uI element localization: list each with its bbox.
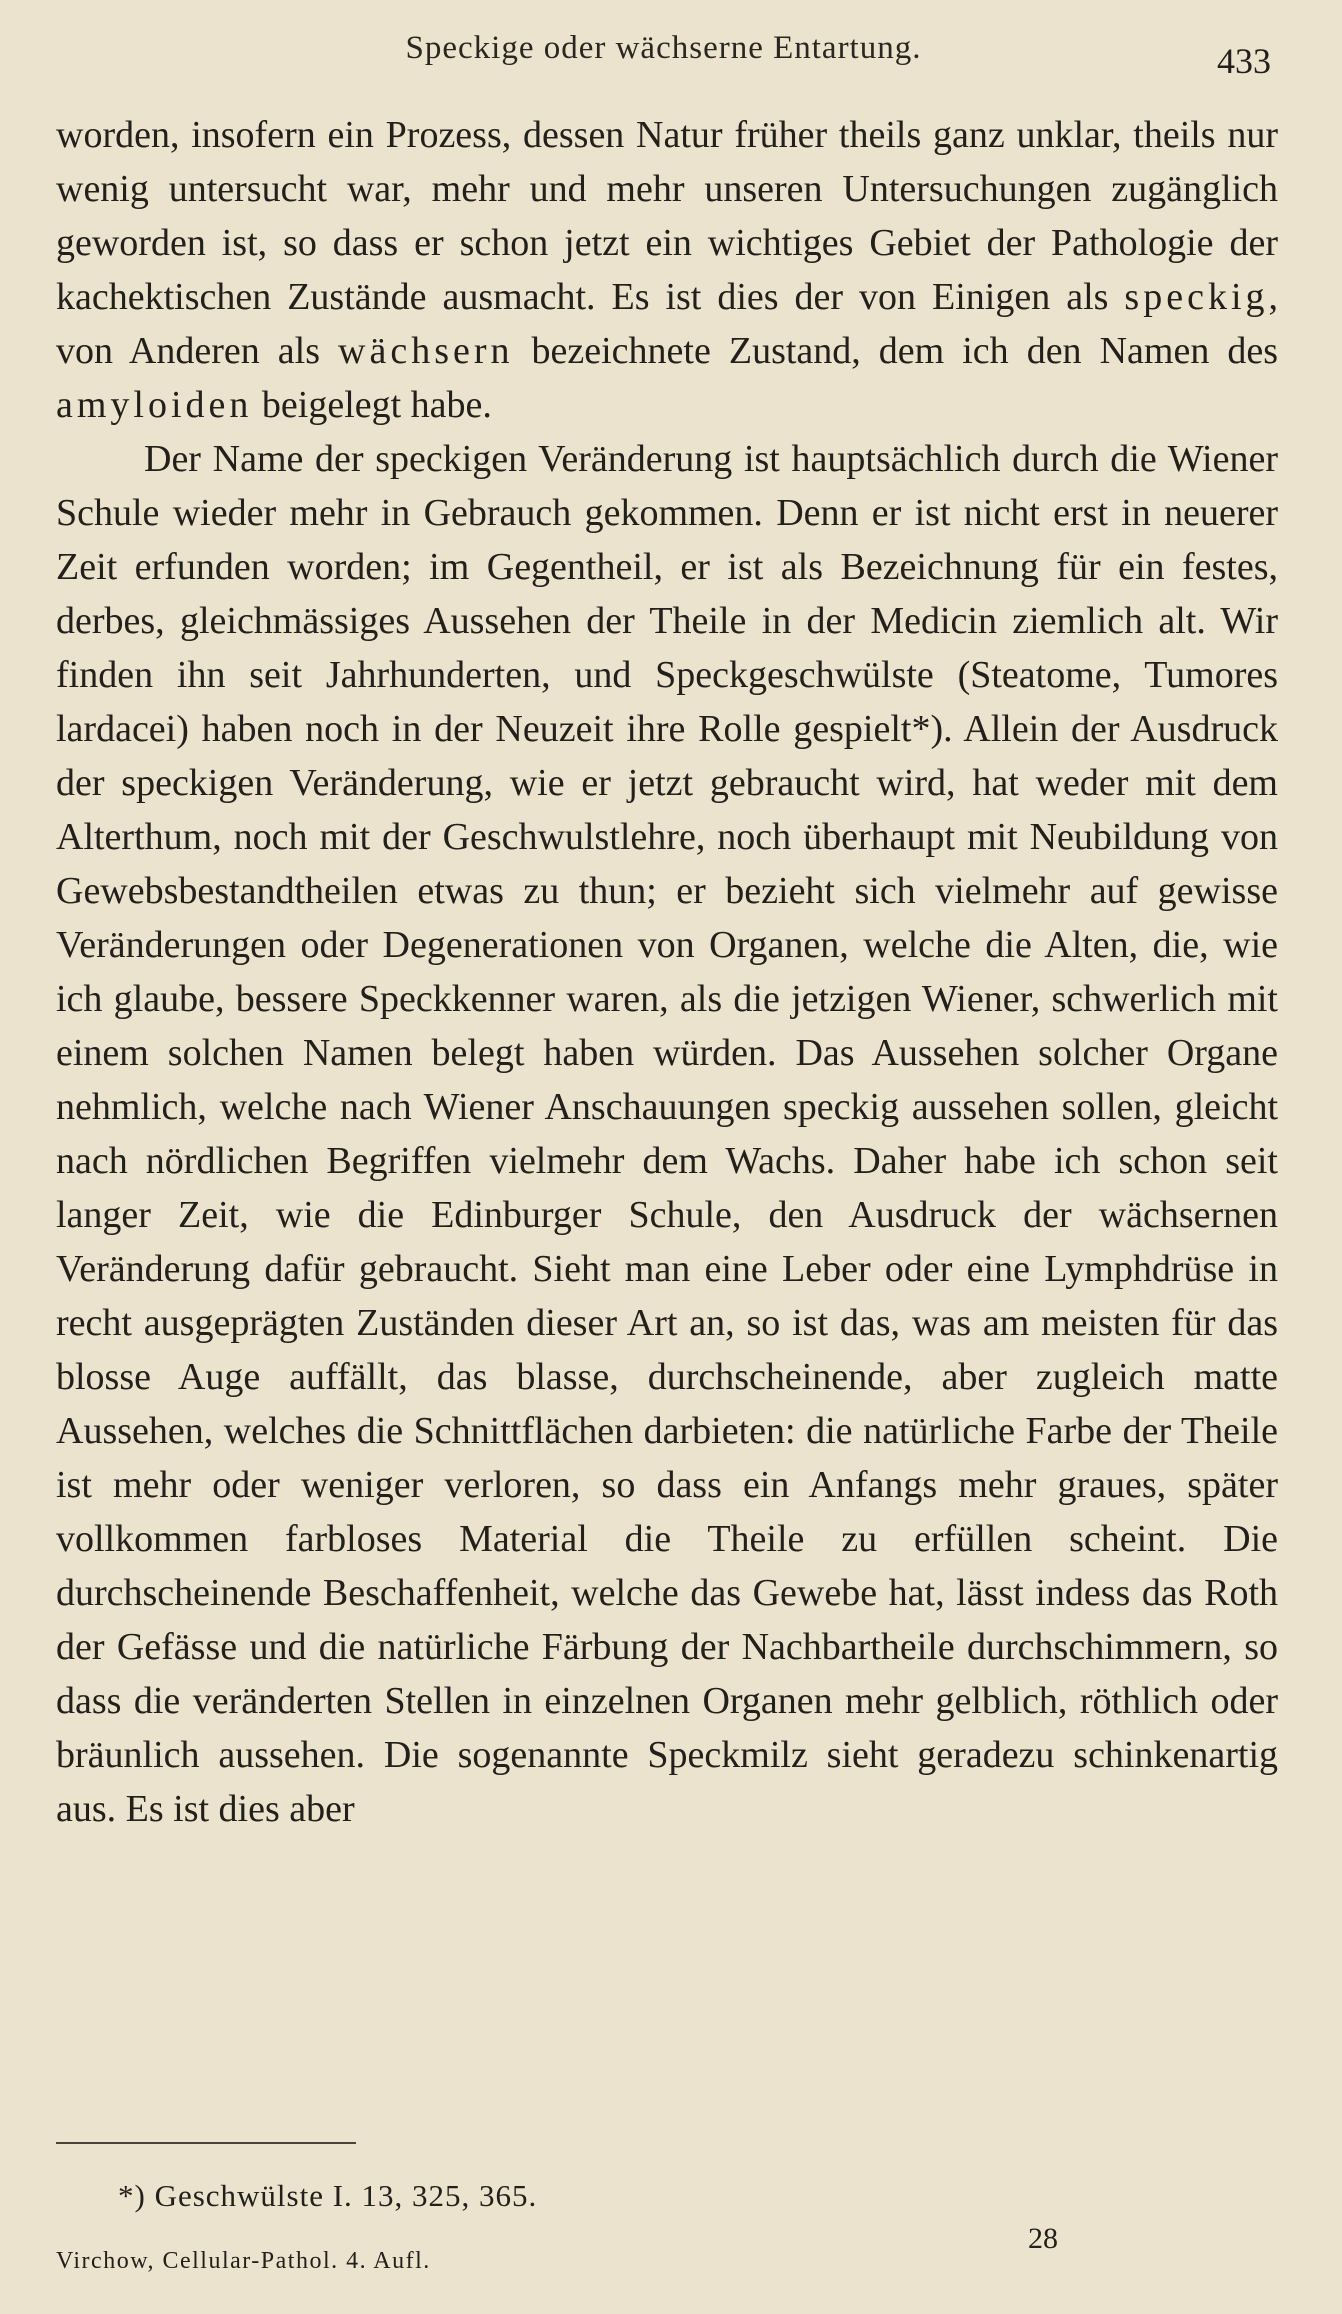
printer-signature: Virchow, Cellular-Pathol. 4. Aufl. xyxy=(56,2248,431,2274)
running-head-title: Speckige oder wächserne Entartung. xyxy=(405,30,922,66)
paragraph-2-text: Der Name der speckigen Veränderung ist hauptsächlich durch die Wiener Schule wieder mehr in Gebrauch gekommen. Denn er ist nicht erst in neuerer Zeit erfunden worden; im Gegentheil, er ist als Bezeichnung für ein festes, derbes, gleichmässiges Aussehen der Theile in der Medicin ziemlich alt. Wir finden ihn seit Jahrhunderten, und Speckgeschwülste (Steatome, Tumores lardacei) haben noch in der Neuzeit ihre Rolle gespielt*). Allein der Ausdruck der speckigen Veränderung, wie er jetzt gebraucht wird, hat weder mit dem Alterthum, noch mit der Geschwulstlehre, noch überhaupt mit Neubildung von Gewebsbestandtheilen etwas zu thun; er bezieht sich vielmehr auf gewisse Veränderungen oder Degenerationen von Organen, welche die Alten, die, wie ich glaube, bessere Speckkenner waren, als die jetzigen Wiener, schwerlich mit einem solchen Namen belegt haben würden. Das Aussehen solcher Organe nehmlich, welche nach Wiener Anschauungen speckig aussehen sollen, gleicht nach nördlichen Begriffen vielmehr dem Wachs. Daher habe ich schon seit langer Zeit, wie die Edinburger Schule, den Ausdruck der wächsernen Veränderung dafür gebraucht. Sieht man eine Leber oder eine Lymphdrüse in recht ausgeprägten Zuständen dieser Art an, so ist das, was am meisten für das blosse Auge auffällt, das blasse, durchscheinende, aber zugleich matte Aussehen, welches die Schnittflächen darbieten: die natürliche Farbe der Theile ist mehr oder weniger verloren, so dass ein Anfangs mehr graues, später vollkommen farbloses Material die Theile zu erfüllen scheint. Die durchscheinende Beschaffenheit, welche das Gewebe hat, lässt indess das Roth der Gefässe und die natürliche Färbung der Nachbartheile durchschimmern, so dass die veränderten Stellen in einzelnen Organen mehr gelblich, röthlich oder bräunlich aussehen. Die sogenannte Speckmilz sieht geradezu schinkenartig aus. Es ist dies aber xyxy=(56,438,1278,1830)
running-head xyxy=(56,30,1271,90)
sheet-number: 28 xyxy=(1028,2222,1058,2255)
paragraph-1-segment: beigelegt habe. xyxy=(252,384,492,426)
spaced-term-waechsern: wächsern xyxy=(338,330,514,372)
paragraph-1-segment: , von Anderen als xyxy=(56,276,1278,372)
footnote-rule xyxy=(56,2142,356,2144)
spaced-term-speckig: speckig xyxy=(1124,276,1269,318)
spaced-term-amyloiden: amyloiden xyxy=(56,384,253,426)
page-number: 433 xyxy=(1217,41,1271,81)
paragraph-1-segment: bezeichnete Zustand, dem ich den Namen des xyxy=(513,330,1278,372)
paragraph-2 xyxy=(56,432,1278,1836)
paragraph-1 xyxy=(56,108,1278,432)
body-text xyxy=(56,108,1278,1836)
paragraph-1-segment: worden, insofern ein Prozess, dessen Natur früher theils ganz unklar, theils nur wenig untersucht war, mehr und mehr unseren Untersuchungen zugänglich geworden ist, so dass er schon jetzt ein wichtiges Gebiet der Pathologie der kachektischen Zustände ausmacht. Es ist dies der von Einigen als xyxy=(56,114,1278,318)
footnote: *) Geschwülste I. 13, 325, 365. xyxy=(118,2178,538,2213)
